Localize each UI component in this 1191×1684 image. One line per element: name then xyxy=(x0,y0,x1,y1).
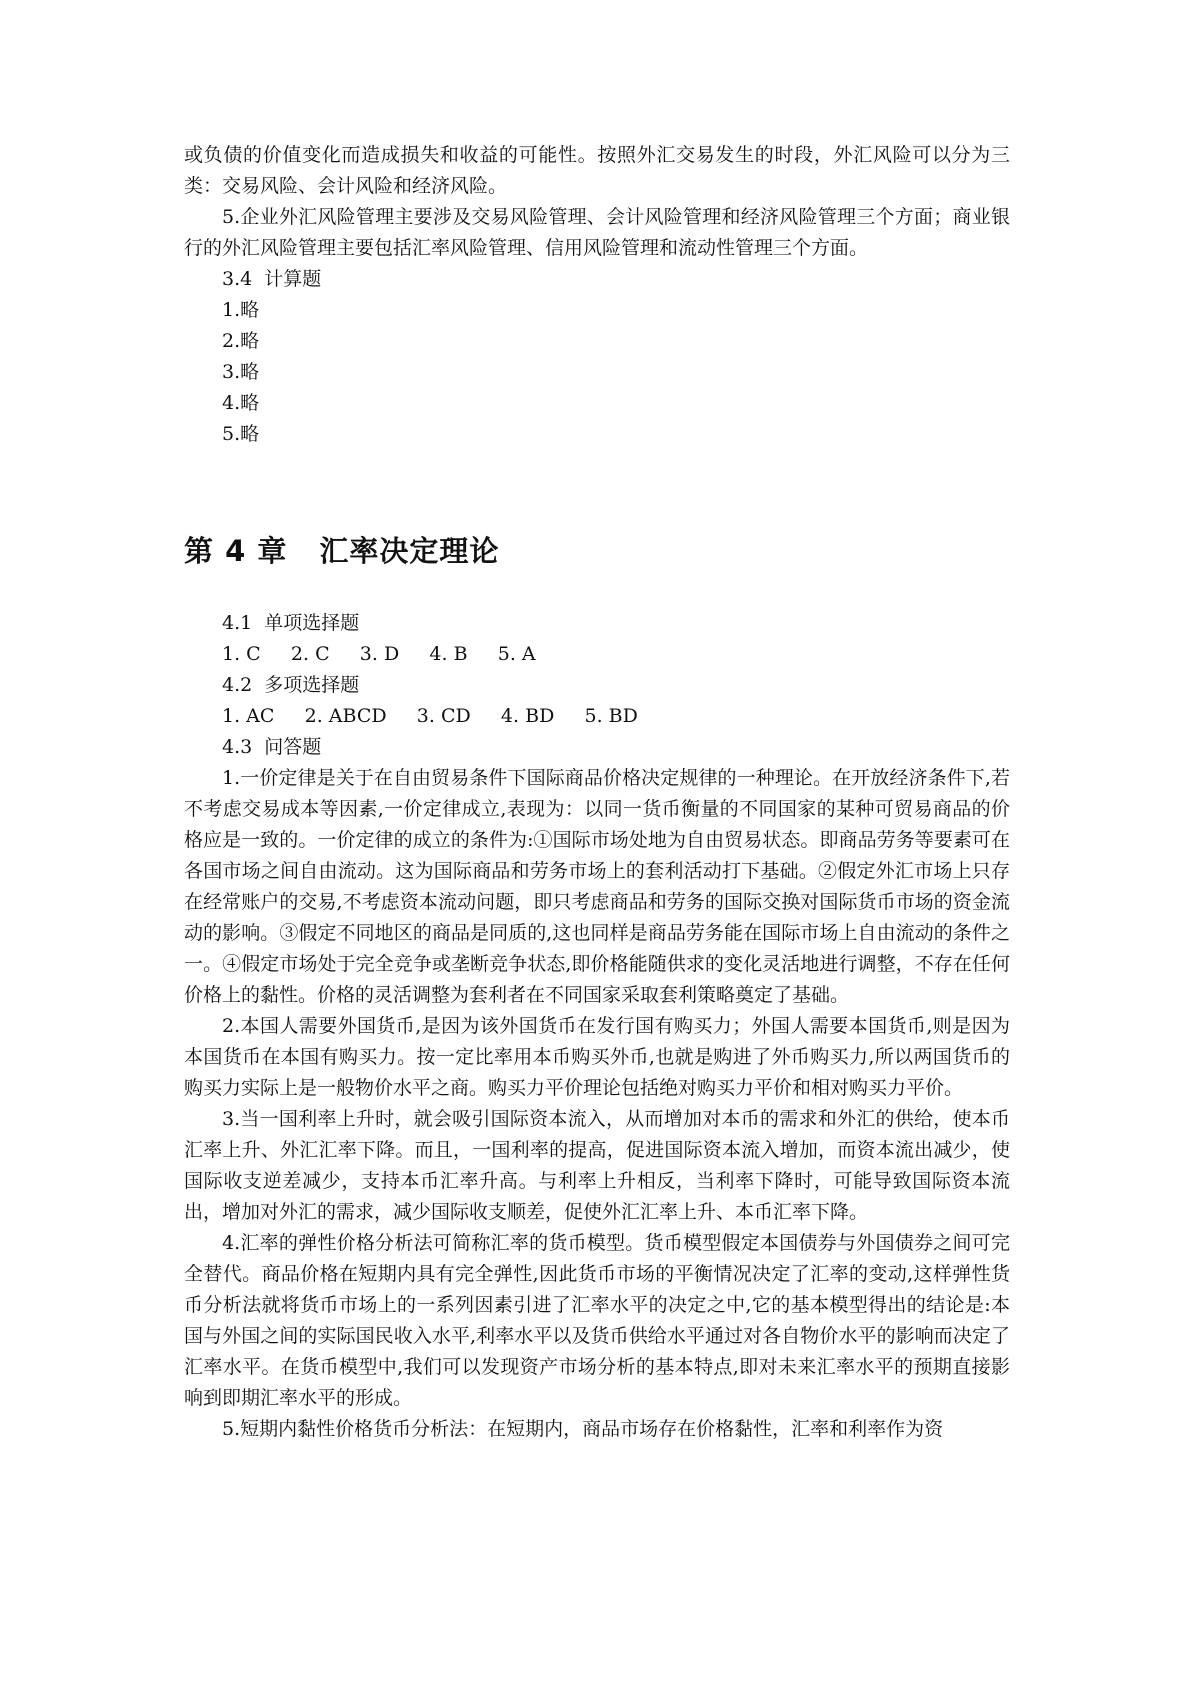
section-heading-calc: 3.4 计算题 xyxy=(222,268,322,290)
qa-answer-5: 5.短期内黏性价格货币分析法：在短期内，商品市场存在价格黏性，汇率和利率作为资 xyxy=(222,1418,944,1440)
calc-item: 1.略 xyxy=(222,299,260,321)
calc-item: 3.略 xyxy=(222,361,260,383)
chapter-title: 汇率决定理论 xyxy=(319,534,500,568)
chapter-number: 第 4 章 xyxy=(184,534,288,568)
qa-answer-2: 2.本国人需要外国货币,是因为该外国货币在发行国有购买力；外国人需要本国货币,则是因为本国货币在本国有购买力。按一定比率用本币购买外币,也就是购进了外币购买力,所以两国货币的购买力实际上是一般物价水平之商。购买力平价理论包括绝对购买力平价和相对购买力平价。 xyxy=(184,1015,1010,1099)
document-page xyxy=(184,140,1010,1445)
qa-answer-4: 4.汇率的弹性价格分析法可简称汇率的货币模型。货币模型假定本国债券与外国债券之间可完全替代。商品价格在短期内具有完全弹性,因此货币市场的平衡情况决定了汇率的变动,这样弹性货币分析法就将货币市场上的一系列因素引进了汇率水平的决定之中,它的基本模型得出的结论是:本国与外国之间的实际国民收入水平,利率水平以及货币供给水平通过对各自物价水平的影响而决定了汇率水平。在货币模型中,我们可以发现资产市场分析的基本特点,即对未来汇率水平的预期直接影响到即期汇率水平的形成。 xyxy=(184,1232,1010,1409)
qa-answer-1: 1.一价定律是关于在自由贸易条件下国际商品价格决定规律的一种理论。在开放经济条件下,若不考虑交易成本等因素,一价定律成立,表现为：以同一货币衡量的不同国家的某种可贸易商品的价格应是一致的。一价定律的成立的条件为:①国际市场处地为自由贸易状态。即商品劳务等要素可在各国市场之间自由流动。这为国际商品和劳务市场上的套利活动打下基础。②假定外汇市场上只存在经常账户的交易,不考虑资本流动问题，即只考虑商品和劳务的国际交换对国际货币市场的资金流动的影响。③假定不同地区的商品是同质的,这也同样是商品劳务能在国际市场上自由流动的条件之一。④假定市场处于完全竞争或垄断竞争状态,即价格能随供求的变化灵活地进行调整，不存在任何价格上的黏性。价格的灵活调整为套利者在不同国家采取套利策略奠定了基础。 xyxy=(184,767,1010,1006)
section-heading-qa: 4.3 问答题 xyxy=(222,736,322,758)
section-heading-multi-choice: 4.2 多项选择题 xyxy=(222,674,360,696)
calc-item: 4.略 xyxy=(222,392,260,414)
section-heading-single-choice: 4.1 单项选择题 xyxy=(222,612,360,634)
calc-item: 2.略 xyxy=(222,330,260,352)
paragraph-risk-management: 5.企业外汇风险管理主要涉及交易风险管理、会计风险管理和经济风险管理三个方面；商业银行的外汇风险管理主要包括汇率风险管理、信用风险管理和流动性管理三个方面。 xyxy=(184,206,1010,259)
chapter-heading xyxy=(184,531,1010,571)
qa-answer-3: 3.当一国利率上升时，就会吸引国际资本流入，从而增加对本币的需求和外汇的供给，使本币汇率上升、外汇汇率下降。而且，一国利率的提高，促进国际资本流入增加，而资本流出减少，使国际收支逆差减少，支持本币汇率升高。与利率上升相反，当利率下降时，可能导致国际资本流出，增加对外汇的需求，减少国际收支顺差，促使外汇汇率上升、本币汇率下降。 xyxy=(184,1108,1010,1223)
calc-item: 5.略 xyxy=(222,423,260,445)
multi-choice-answers: 1. AC 2. ABCD 3. CD 4. BD 5. BD xyxy=(222,705,638,727)
paragraph-continued: 或负债的价值变化而造成损失和收益的可能性。按照外汇交易发生的时段，外汇风险可以分为三类：交易风险、会计风险和经济风险。 xyxy=(184,144,1010,197)
single-choice-answers: 1. C 2. C 3. D 4. B 5. A xyxy=(222,643,536,665)
